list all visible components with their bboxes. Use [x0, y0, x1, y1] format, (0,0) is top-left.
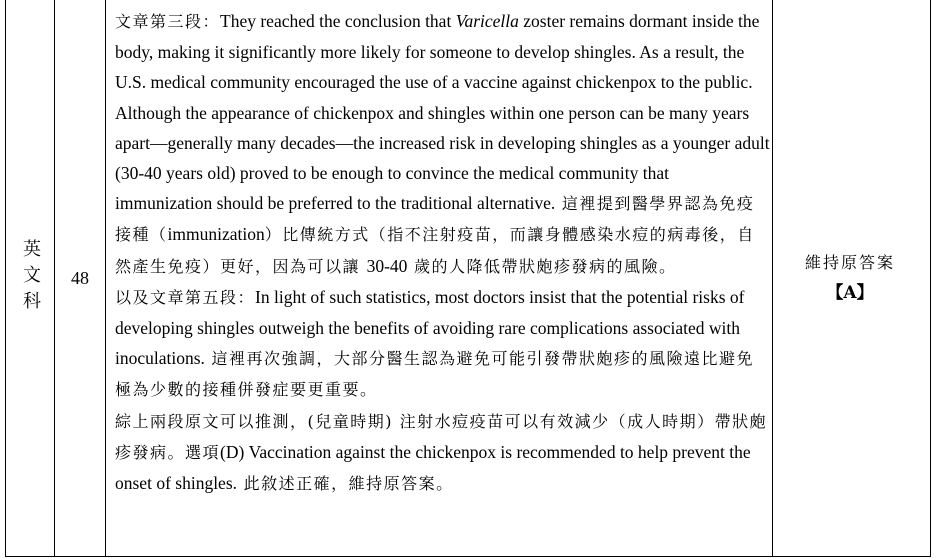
- explanation-text: ）比傳統方式（指不注射疫苗，而讓身體感染水痘的病毒後，自然產生免疫）更好，因為可以讓: [115, 225, 755, 276]
- result-cell: [772, 0, 928, 556]
- question-number-cell: [55, 0, 105, 556]
- species-name: Varicella: [455, 11, 519, 31]
- conclusion-text: 此敘述正確，維持原答案。: [237, 474, 454, 494]
- option-text: (D) Vaccination against the chickenpox is recommended to help prevent the onset of shingles.: [115, 441, 751, 494]
- subject-label: 英文科: [20, 239, 41, 317]
- question-number: 48: [71, 267, 89, 288]
- answer-review-table: [5, 0, 931, 557]
- paragraph-reference: 文章第三段：: [115, 12, 221, 31]
- reason-paragraph-2: [115, 282, 770, 406]
- reason-paragraph-1: [115, 6, 770, 282]
- quote-text: In light of such statistics, most doctors insist that the potential risks of developing shingles outweigh the benefits of avoiding rare complications associated with inoculations.: [115, 286, 745, 369]
- explanation-text: 歲的人降低帶狀皰疹發病的風險。: [407, 256, 677, 276]
- column-divider: [105, 0, 106, 556]
- reason-paragraph-3: [115, 406, 770, 500]
- conclusion-text: 綜上兩段原文可以推測，(兒童時期) 注射水痘疫苗可以有效減少（成人時期）帶狀皰疹發病。選項: [115, 411, 768, 462]
- explanation-text: 這裡提到醫學界認為免疫接種（: [115, 194, 755, 245]
- quote-text: They reached the conclusion that: [220, 11, 456, 31]
- paragraph-reference: 以及文章第五段：: [115, 287, 256, 307]
- subject-cell: [6, 0, 54, 556]
- quote-text: zoster remains dormant inside the body, making it significantly more likely for someone to develop shingles. As a result, the U.S. medical community encouraged the use of a vaccine against chickenpox to the public. Although the appearance of chickenpox and shingles within one person can be many years apart—generally many decades—the increased risk in developing shingles as a younger adult (30-40 years old) proved to be enough to convince the medical community that immunization should be preferred to the traditional alternative.: [115, 11, 770, 214]
- reason-cell: [115, 6, 770, 499]
- age-range: 30-40: [366, 255, 408, 276]
- explanation-text: 這裡再次強調，大部分醫生認為避免可能引發帶狀皰疹的風險遠比避免極為少數的接種併發症要更重要。: [115, 349, 755, 400]
- result-label: 維持原答案: [804, 253, 895, 272]
- term-text: immunization: [167, 224, 265, 245]
- answer-badge: 【A】: [826, 283, 874, 303]
